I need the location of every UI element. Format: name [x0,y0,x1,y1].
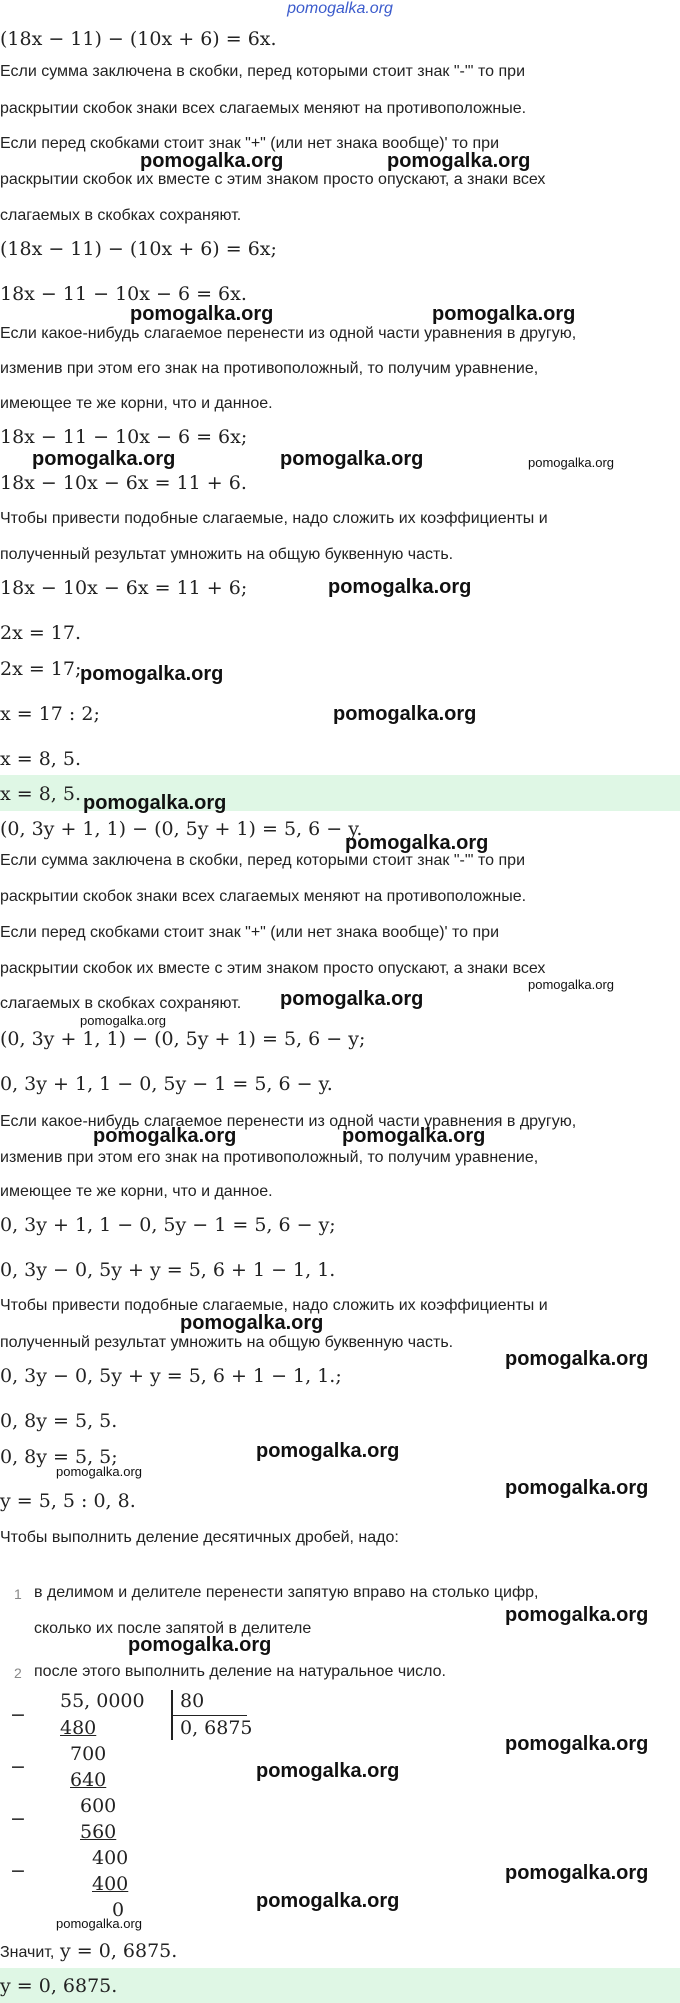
rule-text: Если сумма заключена в скобки, перед которыми стоит знак "-"' то при [0,852,525,869]
math-step: 2x = 17; [0,658,82,680]
rule-text: слагаемых в скобках сохраняют. [0,207,242,224]
list-item-text: после этого выполнить деление на натуральное число. [34,1663,446,1680]
watermark-text: pomogalka.org [333,703,477,725]
list-number: 1 [14,1586,22,1602]
math-step: 0, 3y + 1, 1 − 0, 5y − 1 = 5, 6 − y; [0,1214,336,1236]
answer-value: y = 0, 6875. [0,1975,118,1997]
rule-text: Если сумма заключена в скобки, перед которыми стоит знак "-"' то при [0,63,525,80]
math-step: 0, 8y = 5, 5; [0,1446,118,1468]
math-step: y = 5, 5 : 0, 8. [0,1490,136,1512]
division-dividend: 55, 0000 [60,1690,145,1712]
math-step: 0, 3y + 1, 1 − 0, 5y − 1 = 5, 6 − y. [0,1073,333,1095]
division-bracket-line [172,1715,247,1716]
division-minus: − [10,1704,26,1726]
watermark-text: pomogalka.org [83,792,227,814]
division-remainder: 600 [80,1795,117,1817]
list-number: 2 [14,1665,22,1681]
math-step: 2x = 17. [0,622,82,644]
rule-text: имеющее те же корни, что и данное. [0,395,273,412]
equation-title: (0, 3y + 1, 1) − (0, 5y + 1) = 5, 6 − y. [0,818,363,840]
watermark-text: pomogalka.org [528,977,614,992]
watermark-text: pomogalka.org [93,1125,237,1147]
math-step: x = 8, 5. [0,748,82,770]
watermark-text: pomogalka.org [505,1604,649,1626]
division-subtrahend: 480 [60,1717,97,1739]
division-divisor: 80 [180,1690,205,1712]
rule-text: полученный результат умножить на общую буквенную часть. [0,1334,454,1351]
list-item-text: сколько их после запятой в делителе [34,1620,312,1637]
rule-text: Если какое-нибудь слагаемое перенести из одной части уравнения в другую, [0,325,577,342]
division-subtrahend: 400 [92,1873,129,1895]
rule-text: полученный результат умножить на общую буквенную часть. [0,546,454,563]
rule-text: раскрытии скобок знаки всех слагаемых меняют на противоположные. [0,100,527,117]
rule-text: Чтобы привести подобные слагаемые, надо сложить их коэффициенты и [0,510,548,527]
site-header-logo[interactable]: pomogalka.org [287,0,393,17]
watermark-text: pomogalka.org [56,1464,142,1479]
division-remainder: 700 [70,1743,107,1765]
rule-text: слагаемых в скобках сохраняют. [0,995,242,1012]
math-step: 18x − 11 − 10x − 6 = 6x; [0,426,248,448]
watermark-text: pomogalka.org [505,1477,649,1499]
watermark-text: pomogalka.org [505,1862,649,1884]
rule-text: раскрытии скобок знаки всех слагаемых меняют на противоположные. [0,888,527,905]
conclusion-value: y = 0, 6875. [60,1940,178,1962]
watermark-text: pomogalka.org [387,150,531,172]
rule-text: Если какое-нибудь слагаемое перенести из одной части уравнения в другую, [0,1113,577,1130]
math-step: (18x − 11) − (10x + 6) = 6x; [0,238,277,260]
watermark-text: pomogalka.org [280,448,424,470]
division-minus: − [10,1808,26,1830]
watermark-text: pomogalka.org [505,1733,649,1755]
answer-value: x = 8, 5. [0,783,82,805]
math-step: 18x − 10x − 6x = 11 + 6; [0,577,248,599]
division-subtrahend: 560 [80,1821,117,1843]
watermark-text: pomogalka.org [328,576,472,598]
watermark-text: pomogalka.org [80,663,224,685]
division-quotient: 0, 6875 [180,1717,253,1739]
division-minus: − [10,1860,26,1882]
watermark-text: pomogalka.org [130,303,274,325]
rule-text: изменив при этом его знак на противоположный, то получим уравнение, [0,1149,539,1166]
watermark-text: pomogalka.org [128,1634,272,1656]
division-remainder: 0 [112,1899,125,1921]
division-subtrahend: 640 [70,1769,107,1791]
equation-title: (18x − 11) − (10x + 6) = 6x. [0,28,277,50]
watermark-text: pomogalka.org [345,832,489,854]
math-step: 0, 8y = 5, 5. [0,1410,118,1432]
watermark-text: pomogalka.org [342,1125,486,1147]
math-step: 0, 3y − 0, 5y + y = 5, 6 + 1 − 1, 1.; [0,1365,342,1387]
rule-text: раскрытии скобок их вместе с этим знаком просто опускают, а знаки всех [0,960,546,977]
rule-text: имеющее те же корни, что и данное. [0,1183,273,1200]
rule-text: изменив при этом его знак на противоположный, то получим уравнение, [0,360,539,377]
division-remainder: 400 [92,1847,129,1869]
rule-text: Чтобы привести подобные слагаемые, надо сложить их коэффициенты и [0,1297,548,1314]
math-step: 18x − 10x − 6x = 11 + 6. [0,472,247,494]
rule-text: раскрытии скобок их вместе с этим знаком просто опускают, а знаки всех [0,171,546,188]
rule-text: Если перед скобками стоит знак "+" (или нет знака вообще)' то при [0,924,500,941]
math-step: x = 17 : 2; [0,703,100,725]
watermark-text: pomogalka.org [505,1348,649,1370]
division-minus: − [10,1756,26,1778]
watermark-text: pomogalka.org [140,150,284,172]
watermark-text: pomogalka.org [256,1760,400,1782]
watermark-text: pomogalka.org [32,448,176,470]
watermark-text: pomogalka.org [180,1312,324,1334]
watermark-text: pomogalka.org [432,303,576,325]
rule-text: Если перед скобками стоит знак "+" (или нет знака вообще)' то при [0,135,500,152]
watermark-text: pomogalka.org [56,1916,142,1931]
watermark-text: pomogalka.org [280,988,424,1010]
math-step: (0, 3y + 1, 1) − (0, 5y + 1) = 5, 6 − y; [0,1028,366,1050]
math-step: 0, 3y − 0, 5y + y = 5, 6 + 1 − 1, 1. [0,1259,336,1281]
conclusion-label: Значит, [0,1944,55,1961]
watermark-text: pomogalka.org [256,1890,400,1912]
watermark-text: pomogalka.org [80,1013,166,1028]
watermark-text: pomogalka.org [528,455,614,470]
rule-text: Чтобы выполнить деление десятичных дробей, надо: [0,1529,399,1546]
watermark-text: pomogalka.org [256,1440,400,1462]
math-step: 18x − 11 − 10x − 6 = 6x. [0,283,247,305]
list-item-text: в делимом и делителе перенести запятую вправо на столько цифр, [34,1584,539,1601]
